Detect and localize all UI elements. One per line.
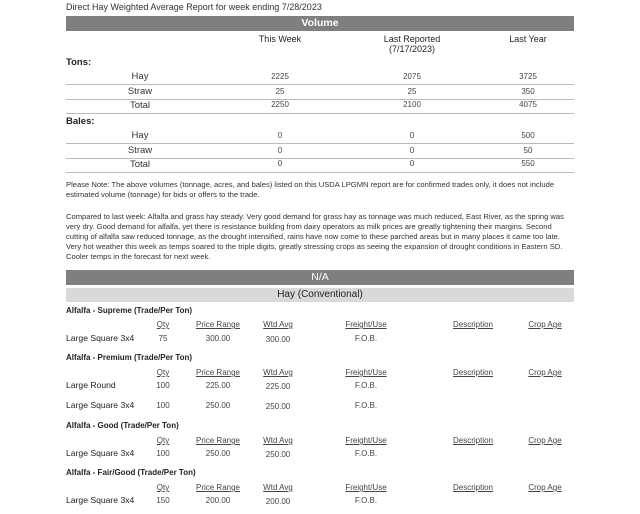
bales-total-last-reported: 0	[409, 159, 415, 168]
tons-straw-this-week: 25	[275, 87, 285, 96]
bales-hay-last-reported: 0	[409, 131, 415, 140]
na-header: N/A	[66, 270, 574, 285]
tons-straw-last-reported: 25	[407, 87, 417, 96]
wtd-avg-cell: 300.00	[265, 335, 291, 344]
price-range-header: Price Range	[195, 483, 241, 492]
qty-cell: 100	[156, 449, 170, 458]
col-last-reported: Last Reported	[383, 34, 441, 44]
bales-hay-last-year: 500	[521, 131, 535, 140]
bales-total-label: Total	[129, 159, 151, 170]
qty-cell: 75	[158, 334, 168, 343]
freight-header: Freight/Use	[345, 368, 387, 377]
tons-total-this-week: 2250	[271, 100, 289, 109]
group-title: Alfalfa - Supreme (Trade/Per Ton)	[66, 306, 193, 315]
tons-total-last-year: 4075	[519, 100, 537, 109]
tons-straw-label: Straw	[127, 86, 153, 97]
bales-straw-last-reported: 0	[409, 146, 415, 155]
tons-total-label: Total	[129, 100, 151, 111]
freight-cell: F.O.B.	[354, 334, 378, 343]
item-name: Large Round	[66, 380, 116, 390]
bales-total-last-year: 550	[521, 159, 535, 168]
price-range-header: Price Range	[195, 320, 241, 329]
bales-hay-label: Hay	[131, 130, 149, 141]
price-cell: 250.00	[205, 401, 231, 410]
row-divider	[66, 143, 574, 144]
freight-cell: F.O.B.	[354, 401, 378, 410]
description-header: Description	[452, 436, 493, 445]
freight-cell: F.O.B.	[354, 449, 378, 458]
bales-total-this-week: 0	[277, 159, 283, 168]
freight-header: Freight/Use	[345, 483, 387, 492]
qty-header: Qty	[156, 436, 170, 445]
crop-age-header: Crop Age	[528, 436, 562, 445]
crop-age-header: Crop Age	[528, 368, 562, 377]
col-last-year: Last Year	[509, 34, 547, 44]
item-name: Large Square 3x4	[66, 495, 135, 505]
tons-hay-last-reported: 2075	[403, 72, 421, 81]
tons-label: Tons:	[66, 57, 92, 68]
group-title: Alfalfa - Fair/Good (Trade/Per Ton)	[66, 468, 196, 477]
wtd-avg-header: Wtd Avg	[263, 320, 293, 329]
group-title: Alfalfa - Good (Trade/Per Ton)	[66, 421, 179, 430]
qty-cell: 100	[156, 381, 170, 390]
description-header: Description	[452, 368, 493, 377]
bales-hay-this-week: 0	[277, 131, 283, 140]
wtd-avg-cell: 250.00	[265, 402, 291, 411]
crop-age-header: Crop Age	[528, 320, 562, 329]
price-range-header: Price Range	[195, 436, 241, 445]
row-divider	[66, 172, 574, 173]
description-header: Description	[452, 320, 493, 329]
tons-hay-last-year: 3725	[519, 72, 537, 81]
wtd-avg-header: Wtd Avg	[263, 368, 293, 377]
qty-header: Qty	[156, 320, 170, 329]
wtd-avg-header: Wtd Avg	[263, 483, 293, 492]
tons-straw-last-year: 350	[521, 87, 535, 96]
qty-header: Qty	[156, 483, 170, 492]
price-cell: 225.00	[205, 381, 231, 390]
freight-cell: F.O.B.	[354, 496, 378, 505]
description-header: Description	[452, 483, 493, 492]
price-cell: 250.00	[205, 449, 231, 458]
report-title: Direct Hay Weighted Average Report for week ending 7/28/2023	[66, 2, 322, 12]
wtd-avg-cell: 250.00	[265, 450, 291, 459]
col-this-week: This Week	[258, 34, 302, 44]
market-commentary: Compared to last week: Alfalfa and grass hay steady. Very good demand for grass hay as tonnage was much reduced, East River, as the spring was very dry. Good demand for alfalfa, yet there is resistance building from dairy operators as milk prices are greatly tightening their margins. Second cutting of alfalfa saw reduced tonnage, as the drought intensified, rains have now come to these parched areas but in many places it came too late. Very hot weather this week as temps soared to the triple digits, greatly stressing crops as seeing the expansion of drought conditions in Eastern SD. Cooler temps in the forecast for next week.	[66, 212, 564, 261]
item-name: Large Square 3x4	[66, 400, 135, 410]
col-last-reported-date: (7/17/2023)	[388, 44, 436, 54]
item-name: Large Square 3x4	[66, 448, 135, 458]
price-cell: 200.00	[205, 496, 231, 505]
qty-cell: 150	[156, 496, 170, 505]
volume-header: Volume	[66, 16, 574, 31]
freight-header: Freight/Use	[345, 320, 387, 329]
row-divider	[66, 84, 574, 85]
tons-hay-this-week: 2225	[271, 72, 289, 81]
freight-header: Freight/Use	[345, 436, 387, 445]
qty-header: Qty	[156, 368, 170, 377]
tons-hay-label: Hay	[131, 71, 149, 82]
price-range-header: Price Range	[195, 368, 241, 377]
crop-age-header: Crop Age	[528, 483, 562, 492]
freight-cell: F.O.B.	[354, 381, 378, 390]
tons-total-last-reported: 2100	[403, 100, 421, 109]
hay-conventional-header: Hay (Conventional)	[66, 288, 574, 302]
wtd-avg-cell: 200.00	[265, 497, 291, 506]
wtd-avg-cell: 225.00	[265, 382, 291, 391]
qty-cell: 100	[156, 401, 170, 410]
bales-straw-label: Straw	[127, 145, 153, 156]
bales-straw-last-year: 50	[523, 146, 533, 155]
wtd-avg-header: Wtd Avg	[263, 436, 293, 445]
group-title: Alfalfa - Premium (Trade/Per Ton)	[66, 353, 193, 362]
bales-straw-this-week: 0	[277, 146, 283, 155]
item-name: Large Square 3x4	[66, 333, 135, 343]
price-cell: 300.00	[205, 334, 231, 343]
row-divider	[66, 113, 574, 114]
volume-note: Please Note: The above volumes (tonnage, acres, and bales) listed on this USDA LPGMN report are for confirmed trades only, it does not include estimated volume (tonnage) for bids or offers to the trade.	[66, 180, 555, 199]
bales-label: Bales:	[66, 116, 95, 127]
